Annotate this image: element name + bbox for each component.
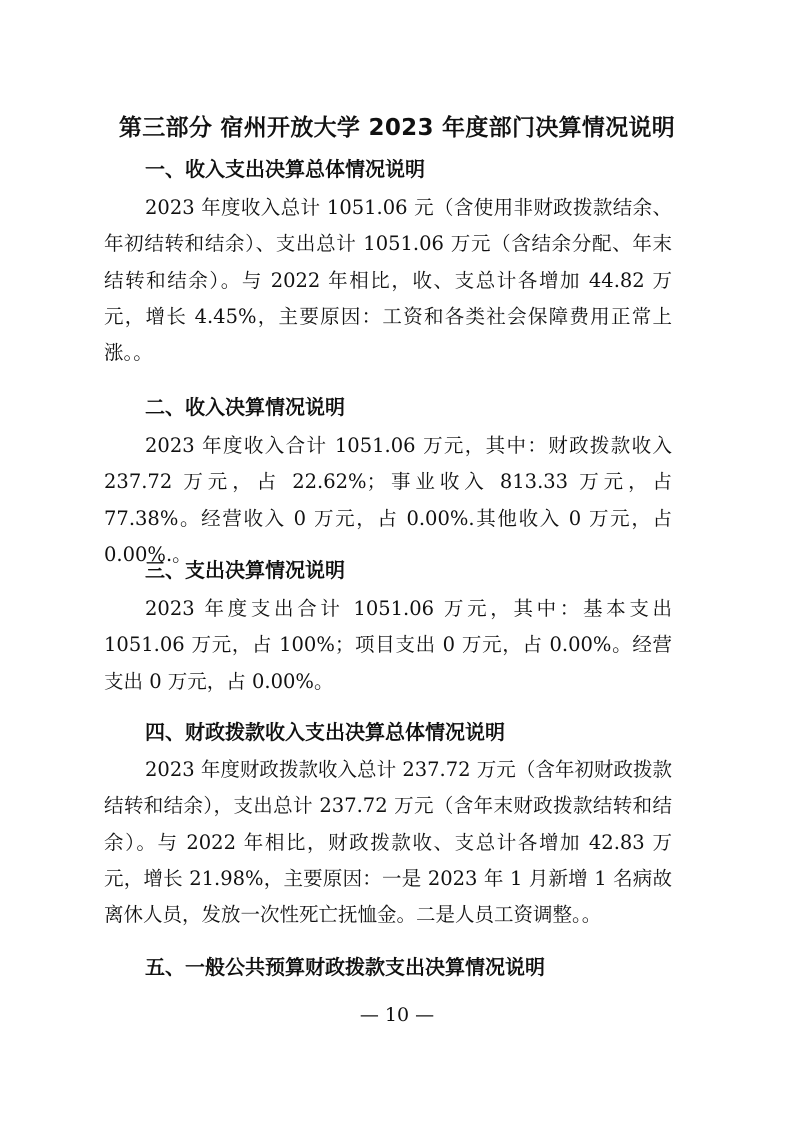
section-heading-1: 一、收入支出决算总体情况说明 [145, 157, 425, 181]
page-number: — 10 — [359, 1004, 435, 1026]
section-body-4: 2023 年度财政拨款收入总计 237.72 万元（含年初财政拨款结转和结余），支出总计 237.72 万元（含年末财政拨款结转和结余）。与 2022 年相比，财政拨款收、支总计各增加 42.83 万元，增长 21.98%，主要原因：一是 2023 年 1 月新增 1 名病故离休人员，发放一次性死亡抚恤金。二是人员工资调整。。 [104, 758, 672, 927]
section-body-3: 2023 年度支出合计 1051.06 万元，其中：基本支出 1051.06 万元，占 100%；项目支出 0 万元，占 0.00%。经营支出 0 万元，占 0.00%。 [104, 597, 672, 693]
section-heading-5: 五、一般公共预算财政拨款支出决算情况说明 [145, 955, 545, 979]
page-title: 第三部分 宿州开放大学 2023 年度部门决算情况说明 [118, 115, 676, 141]
section-heading-4: 四、财政拨款收入支出决算总体情况说明 [145, 720, 505, 744]
section-heading-3: 三、支出决算情况说明 [145, 558, 345, 582]
section-body-2: 2023 年度收入合计 1051.06 万元，其中：财政拨款收入 237.72 万元，占 22.62%；事业收入 813.33 万元，占 77.38%。经营收入 0 万元，占 0.00%.其他收入 0 万元，占 0.00%.。 [104, 434, 672, 566]
section-heading-2: 二、收入决算情况说明 [145, 395, 345, 419]
section-body-1: 2023 年度收入总计 1051.06 元（含使用非财政拨款结余、年初结转和结余）、支出总计 1051.06 万元（含结余分配、年末结转和结余）。与 2022 年相比，收、支总计各增加 44.82 万元，增长 4.45%，主要原因：工资和各类社会保障费用正常上涨。。 [104, 196, 672, 365]
